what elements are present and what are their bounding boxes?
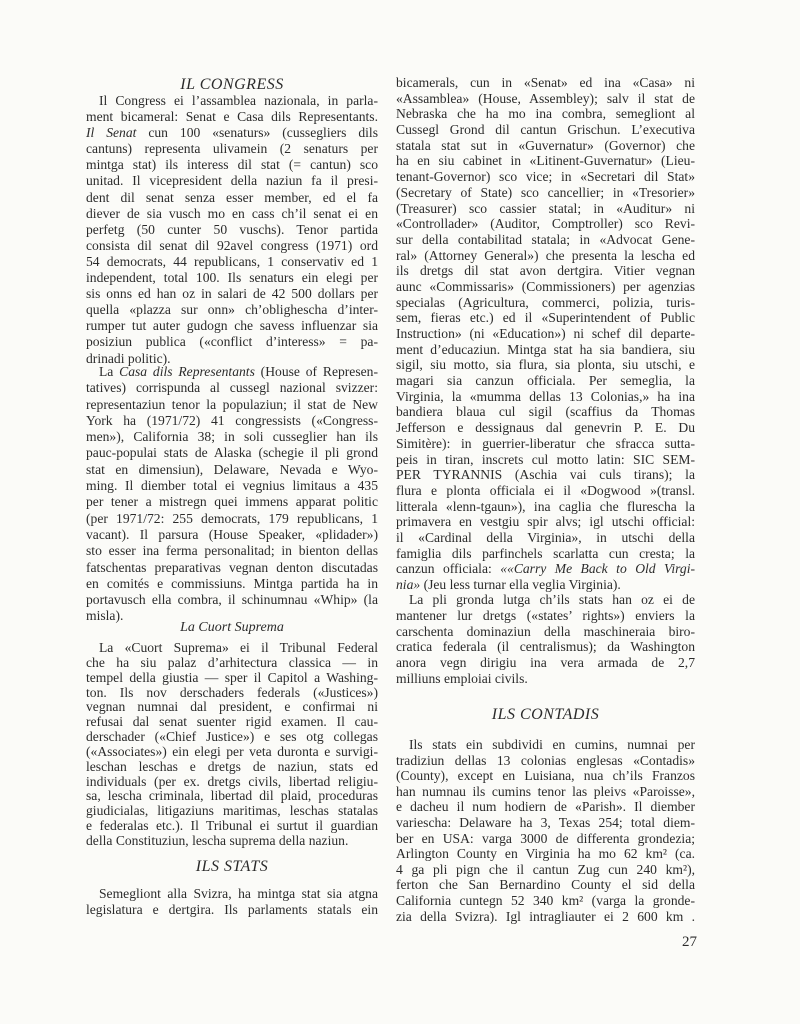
text-line: La «Cuort Suprema» ei il Tribunal Federal: [99, 640, 378, 655]
text-line: posiziun publica («conflict d’interess» = pa-: [86, 334, 378, 350]
text-line: anora vegn dirigiu ina vera armada de 2,7: [396, 655, 695, 671]
text-line: mintga stat) ils interess dil stat (= cantun) sco: [86, 157, 378, 173]
italic-text: Casa dils Representants: [119, 364, 255, 379]
italic-text: nia»: [396, 577, 421, 592]
text-line: refusai dal senat suenter rigid examen. Il cau-: [86, 714, 378, 730]
text-line: per tener a mistregn quei immens apparat politic: [86, 494, 378, 510]
section-heading: IL CONGRESS: [180, 76, 284, 93]
text-line: York ha (1971/72) 41 congressists («Congress-: [86, 412, 378, 428]
text-line: [86, 364, 378, 380]
text-line: della Constituziun, lescha suprema della naziun.: [86, 832, 349, 848]
text-line: e federalas etc.). Il Tribunal ei surtut il guardian: [86, 818, 378, 834]
text-line: ral» (Attorney General») che presenta la lescha ed: [396, 247, 695, 263]
text-line: derschader («Chief Justice») e ses otg collegas: [86, 729, 378, 745]
paragraph: [86, 886, 378, 917]
text-segment: La: [99, 364, 120, 379]
text-line: sur della contabilitad statala; in «Advocat Gene-: [396, 231, 695, 247]
text-line: quella «plazza sur onn» ch’oblighescha d’inter-: [86, 302, 378, 318]
text-line: zia della Svizra). Igl intragliauter ei 2 600 km .: [396, 908, 695, 924]
text-line: cantuns) representa ulivamein (2 senaturs per: [86, 141, 378, 157]
text-line: litterala «lenn-tgaun»), ina caglia che flurescha la: [396, 498, 695, 514]
text-line: independent, total 100. Ils senaturs ein elegi per: [86, 270, 378, 286]
text-line: sto esser ina ferma personalitad; in bienton dellas: [86, 543, 378, 559]
text-line: Instruction» (ni «Education») ni schef dil departe-: [396, 326, 695, 341]
text-line: fatschentas preparativas vegnan denton discutadas: [86, 559, 378, 575]
section-heading: ILS STATS: [195, 858, 269, 875]
text-line: famiglia dils parfinchels scarlatta cun cresta; la: [396, 545, 695, 561]
text-line: giudicialas, litigaziuns maritimas, leschas statalas: [86, 803, 378, 819]
paragraph: [86, 641, 378, 849]
text-line: Simitère): in guerrier-liberatur che sfracca sutta-: [396, 435, 695, 451]
text-line: Jefferson e dessignaus dal genevrin P. E. Du: [396, 420, 695, 436]
text-line: individuals (per ex. dretgs civils, libertad religiu-: [86, 773, 378, 789]
text-line: «Assamblea» (House, Assembley); salv il stat de: [396, 90, 695, 106]
text-line: e dacheu il num hodiern de «Parish». Il diember: [396, 799, 695, 815]
section-heading: ILS CONTADIS: [491, 706, 600, 723]
text-line: leschan leschas e dretgs de naziun, stats ed: [86, 758, 378, 774]
text-line: [86, 125, 378, 141]
text-line: ha en siu cabinet in «Litinent-Guvernatur» (Lieu-: [396, 153, 695, 169]
text-line: perfetg (50 cunter 50 vuschs). Tenor partida: [86, 221, 378, 237]
text-line: dent dil senat senza esser member, ed el fa: [86, 189, 378, 205]
text-line: tatives) corrispunda al cussegl nazional svizzer:: [86, 380, 378, 396]
text-line: ferton che San Bernardino County el sid della: [396, 877, 695, 893]
text-line: unitad. Il vicepresident della naziun fa il presi-: [86, 173, 378, 189]
text-line: rumper tut auter gudogn che savess influenzar sia: [86, 318, 378, 334]
text-line: tradiziun dellas 13 colonias englesas «Contadis»: [396, 752, 695, 768]
text-line: 54 democrats, 44 republicans, 1 conservativ ed 1: [86, 253, 378, 269]
text-line: magari sia canzun officiala. Per semeglia, la: [396, 373, 695, 389]
text-line: ton. Ils nov derschaders federals («Justices»): [86, 684, 378, 700]
text-line: representaziun tenor la populaziun; il stat de New: [86, 396, 378, 412]
text-line: il «Cardinal della Virginia», in utschi della: [396, 529, 695, 545]
text-line: (per 1971/72: 255 democrats, 179 republicans, 1: [86, 510, 378, 526]
text-line: (Treasurer) sco cassier statal; in «Auditur» ni: [396, 200, 695, 216]
text-line: tenant-Governor) sco vice; in «Secretari dil Stat»: [396, 169, 695, 185]
text-line: California cuntegn 52 340 km² (varga la gronde-: [396, 892, 695, 908]
text-line: sa, lescha criminala, libertad dil plaid, proceduras: [86, 788, 378, 804]
text-line: consista dil senat dil 92avel congress (1971) ord: [86, 237, 378, 253]
text-line: sem, fieras etc.) ed il «Superintendent of Public: [396, 310, 695, 326]
text-line: [396, 577, 695, 593]
text-line: bicamerals, cun in «Senat» ed ina «Casa» ni: [396, 75, 695, 90]
text-line: drinadi politic).: [86, 350, 171, 366]
text-line: ming. Il diember total ei vegnius limitaus a 435: [86, 478, 378, 494]
text-segment: (Jeu less turnar ella veglia Virginia).: [420, 577, 621, 592]
italic-text: ««Carry Me Back to Old Virgi-: [500, 561, 695, 577]
text-line: carschenta dominaziun della maschineraia biro-: [396, 623, 695, 639]
text-line: vegnan numnai dal president, e confirmai ni: [86, 699, 378, 715]
text-line: Semegliont alla Svizra, ha mintga stat sia atgna: [99, 886, 378, 901]
text-line: en comités e commissiuns. Mintga partida ha in: [86, 575, 378, 591]
text-line: aunc «Commissaris» (Commissioners) per agenzias: [396, 278, 695, 294]
text-line: («Associates») ein elegi per veta duronta e survigi-: [86, 743, 378, 759]
text-line: [396, 561, 695, 577]
text-line: vacant). Il parsura (House Speaker, «plidader»): [86, 526, 378, 542]
text-line: han numnau ils cumins tenor las pleivs «Paroisse»,: [396, 783, 695, 799]
text-line: primavera en vestgiu spir alvs; igl utschi official:: [396, 514, 695, 530]
text-line: La pli gronda lutga ch’ils stats han oz ei de: [409, 592, 695, 607]
text-line: (County), except en Luisiana, nua ch’ils Franzos: [396, 768, 695, 784]
text-segment: canzun officiala:: [396, 561, 501, 577]
text-line: specialas (Agricultura, commerci, polizia, turis-: [396, 294, 695, 310]
text-line: peis in tiran, inscrets cul motto latin: SIC SEM-: [396, 451, 695, 467]
text-segment: (House of Represen-: [254, 364, 378, 379]
text-line: Virginia, la «mumma dellas 13 Colonias,» ha ina: [396, 388, 695, 404]
text-line: tempel della giustia — sper il Capitol a Washing-: [86, 669, 378, 685]
text-line: che ha siu palaz d’arhitectura classica — in: [86, 654, 378, 670]
text-line: legislatura e dertgira. Ils parlaments statals ein: [86, 901, 378, 917]
text-line: mantener lur dretgs («states’ rights») enviers la: [396, 607, 695, 623]
text-line: PER TYRANNIS (Aschia vai culs tirans); la: [396, 467, 695, 483]
text-line: ment bicameral: Senat e Casa dils Representants.: [86, 109, 378, 125]
text-line: Il Congress ei l’assamblea nazionala, in parla-: [99, 93, 378, 108]
text-line: Nebraska che ha mo ina combra, semegliont al: [396, 106, 695, 122]
text-line: ils dretgs dil stat avon dertgira. Vitier vegnan: [396, 263, 695, 279]
text-line: stat en dimensiun), Delaware, Nevada e Wyo-: [86, 461, 378, 477]
text-line: statala stat sut in «Guvernatur» (Governor) che: [396, 137, 695, 153]
text-line: milliuns emploiai civils.: [396, 670, 528, 686]
text-line: Cussegl Grond dil cantun Grischun. L’executiva: [396, 122, 695, 138]
page-number: 27: [682, 934, 697, 950]
paragraph: [396, 75, 695, 593]
text-line: flura e plonta officiala ei il «Dogwood »(transl.: [396, 482, 695, 498]
text-line: portavusch ella combra, il schinumnau «Whip» (la: [86, 592, 378, 608]
text-segment: cun 100 «senaturs» (cussegliers dils: [136, 125, 379, 141]
text-line: «Controllader» (Auditor, Comptroller) sco Revi-: [396, 216, 695, 232]
text-line: cratica federala (il centralismus); da Washington: [396, 639, 695, 655]
section-subheading: La Cuort Suprema: [180, 620, 284, 635]
text-line: men»), California 38; in soli cusseglier han ils: [86, 429, 378, 445]
text-line: ment d’educaziun. Mintga stat ha sia bandiera, siu: [396, 341, 695, 357]
text-line: pauc-populai stats de Alaska (schegie il pli grond: [86, 445, 378, 461]
text-line: Ils stats ein subdividi en cumins, numnai per: [409, 737, 695, 752]
text-line: Arlington County en Virginia ha mo 62 km² (ca.: [396, 846, 695, 862]
paragraph: [86, 364, 378, 625]
text-line: 4 ga pli pign che il cantun Zug cun 240 km²),: [396, 861, 695, 877]
text-line: sis onns ed han oz in salari de 42 500 dollars per: [86, 286, 378, 302]
paragraph: [396, 592, 695, 687]
italic-text: Il Senat: [86, 125, 137, 141]
text-line: variescha: Delaware ha 3, Texas 254; total diem-: [396, 814, 695, 830]
text-line: bandiera blaua cul sigil (scaffius da Thomas: [396, 404, 695, 420]
text-line: diever de sia vusch mo en cass ch’il senat ei en: [86, 205, 378, 221]
text-line: sigil, siu motto, sia flura, sia plonta, siu utschi, e: [396, 357, 695, 373]
text-line: misla).: [86, 608, 124, 624]
text-line: (Secretary of State) sco cancellier; in «Tresorier»: [396, 184, 695, 200]
paragraph: [396, 737, 695, 924]
text-line: ber en USA: varga 3000 de differenta grondezia;: [396, 830, 695, 846]
paragraph: [86, 93, 378, 367]
